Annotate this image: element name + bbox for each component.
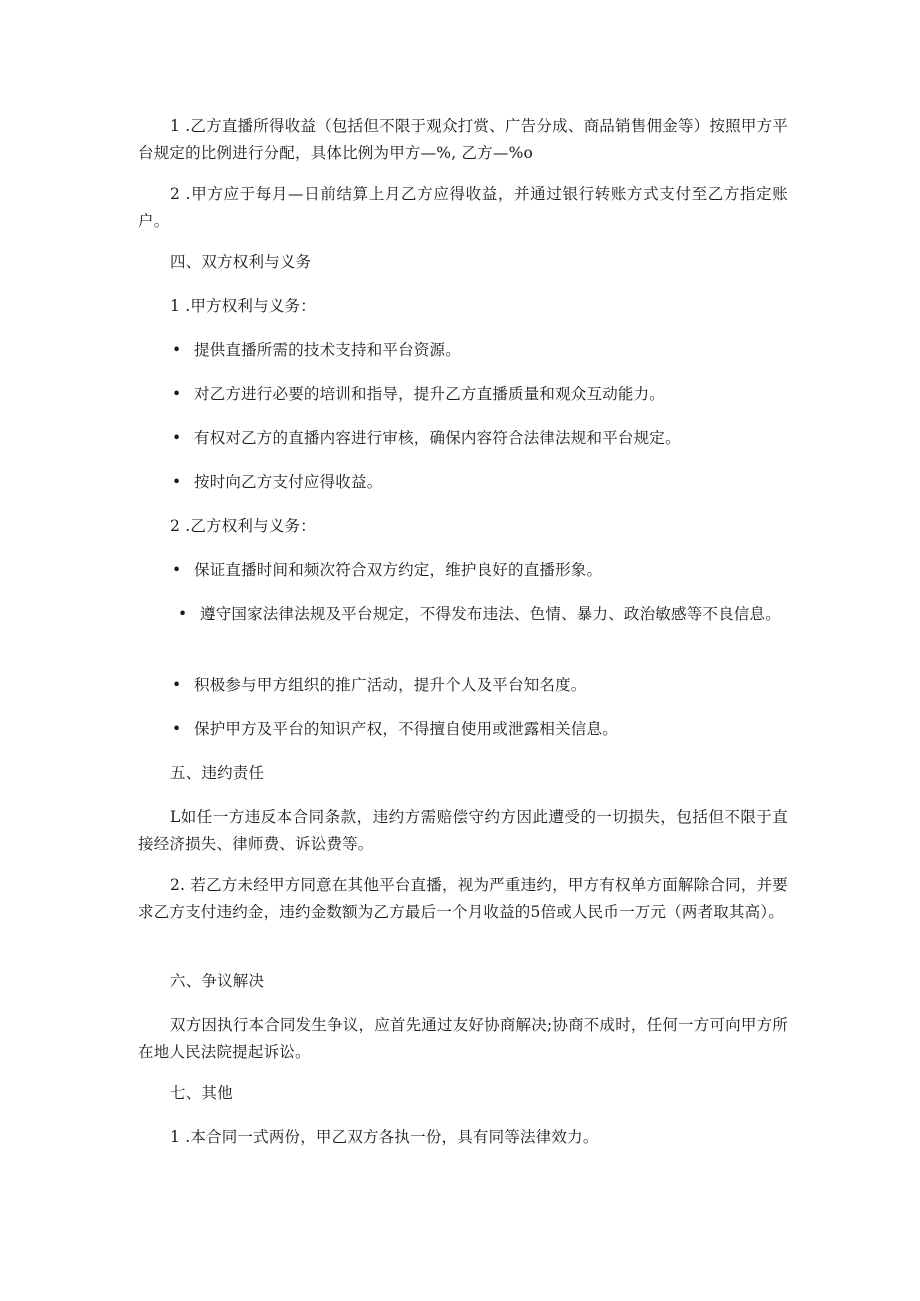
bullet-text: 保证直播时间和频次符合双方约定，维护良好的直播形象。 — [194, 561, 603, 579]
bullet-text: 积极参与甲方组织的推广活动，提升个人及平台知名度。 — [194, 676, 587, 694]
paragraph-revenue-split: 1 .乙方直播所得收益（包括但不限于观众打赏、广告分成、商品销售佣金等）按照甲方平台规定的比例进行分配，具体比例为甲方—%, 乙方—%o — [138, 117, 788, 162]
section-heading-dispute: 六、争议解决 — [170, 972, 265, 990]
bullet-item — [172, 425, 788, 452]
section-heading-other: 七、其他 — [170, 1084, 233, 1102]
bullet-icon: • — [172, 473, 182, 491]
bullet-text: 保护甲方及平台的知识产权，不得擅自使用或泄露相关信息。 — [194, 720, 618, 738]
bullet-icon: • — [172, 341, 182, 359]
paragraph-breach-penalty: 2. 若乙方未经甲方同意在其他平台直播，视为严重违约，甲方有权单方面解除合同，并要求乙方支付违约金，违约金数额为乙方最后一个月收益的5倍或人民币一万元（两者取其高）。 — [138, 876, 788, 921]
bullet-icon: • — [178, 605, 188, 623]
bullet-icon: • — [172, 385, 182, 403]
bullet-icon: • — [172, 720, 182, 738]
bullet-item — [138, 601, 788, 628]
bullet-icon: • — [172, 676, 182, 694]
bullet-item — [172, 672, 788, 699]
paragraph-party-b-rights: 2 .乙方权利与义务： — [170, 517, 316, 535]
bullet-text: 有权对乙方的直播内容进行审核，确保内容符合法律法规和平台规定。 — [194, 429, 681, 447]
section-heading-rights: 四、双方权利与义务 — [170, 253, 312, 271]
paragraph-dispute-resolution: 双方因执行本合同发生争议，应首先通过友好协商解决;协商不成时，任何一方可向甲方所在地人民法院提起诉讼。 — [138, 1016, 788, 1061]
bullet-item — [172, 557, 788, 584]
bullet-item — [172, 716, 788, 743]
bullet-text: 遵守国家法律法规及平台规定，不得发布违法、色情、暴力、政治敏感等不良信息。 — [200, 605, 781, 623]
bullet-item — [172, 469, 788, 496]
section-heading-breach: 五、违约责任 — [170, 764, 265, 782]
bullet-text: 提供直播所需的技术支持和平台资源。 — [194, 341, 461, 359]
bullet-icon: • — [172, 561, 182, 579]
bullet-icon: • — [172, 429, 182, 447]
bullet-item — [172, 381, 788, 408]
paragraph-copies: 1 .本合同一式两份，甲乙双方各执一份，具有同等法律效力。 — [170, 1128, 599, 1146]
paragraph-breach-compensation: L如任一方违反本合同条款，违约方需赔偿守约方因此遭受的一切损失，包括但不限于直接经济损失、律师费、诉讼费等。 — [138, 808, 788, 853]
bullet-item — [172, 337, 788, 364]
paragraph-party-a-rights: 1 .甲方权利与义务： — [170, 297, 316, 315]
paragraph-settlement: 2 .甲方应于每月—日前结算上月乙方应得收益，并通过银行转账方式支付至乙方指定账户。 — [138, 185, 788, 230]
bullet-text: 对乙方进行必要的培训和指导，提升乙方直播质量和观众互动能力。 — [194, 385, 666, 403]
bullet-text: 按时向乙方支付应得收益。 — [194, 473, 383, 491]
